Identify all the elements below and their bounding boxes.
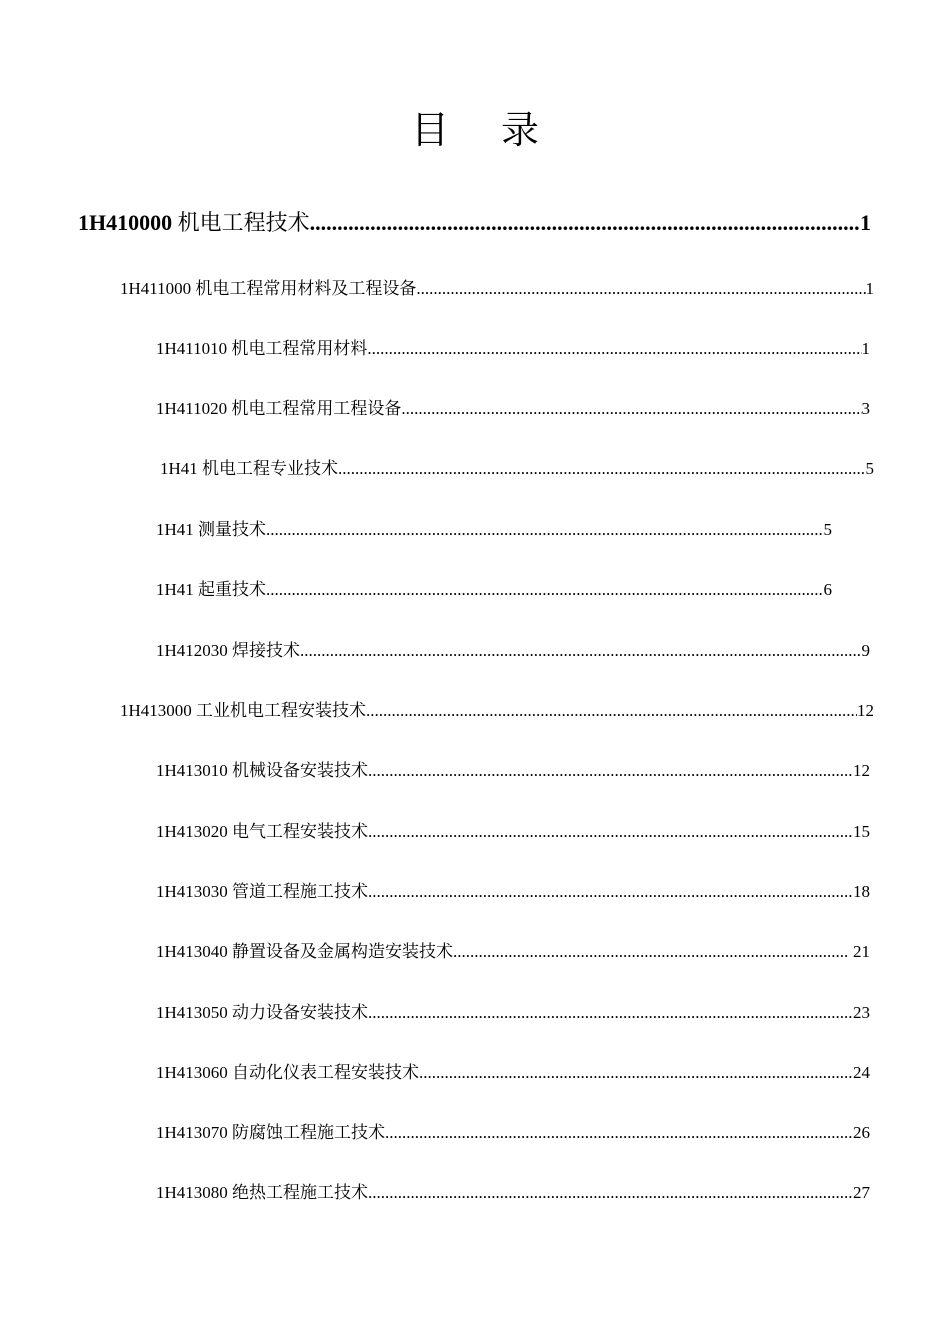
toc-entry-code: 1H41	[156, 520, 194, 539]
toc-entry-label	[120, 279, 416, 299]
toc-entry-page: 1	[861, 339, 870, 358]
toc-entry-1h41-survey[interactable]	[156, 520, 832, 540]
toc-entry-title: 工业机电工程安装技术	[196, 701, 367, 720]
toc-entry-1h41-professional[interactable]	[160, 459, 874, 479]
toc-entry-title: 机电工程常用材料及工程设备	[195, 279, 417, 298]
toc-entry-page: 18	[853, 882, 870, 901]
dot-leader	[310, 210, 860, 236]
toc-entry-label	[156, 1123, 385, 1143]
toc-entry-title: 动力设备安装技术	[232, 1003, 369, 1022]
toc-entry-code: 1H411000	[120, 279, 192, 298]
dot-leader	[338, 459, 865, 479]
toc-entry-title: 机电工程常用材料	[231, 339, 368, 358]
dot-leader	[366, 701, 857, 721]
dot-leader	[266, 520, 823, 540]
toc-entry-page: 24	[853, 1063, 870, 1082]
toc-entry-page: 9	[861, 641, 870, 660]
toc-entry-code: 1H410000	[78, 210, 173, 235]
toc-entry-page: 3	[861, 399, 870, 418]
toc-entry-code: 1H413010	[156, 761, 228, 780]
toc-entry-page: 1	[860, 210, 871, 235]
toc-entry-code: 1H413040	[156, 942, 228, 961]
dot-leader	[368, 822, 853, 842]
toc-entry-code: 1H413000	[120, 701, 192, 720]
dot-leader	[401, 399, 861, 419]
dot-leader	[300, 641, 861, 661]
dot-leader	[368, 882, 853, 902]
toc-entry-code: 1H413060	[156, 1063, 228, 1082]
toc-entry-page: 21	[848, 942, 870, 961]
toc-entry-code: 1H413080	[156, 1183, 228, 1202]
toc-entry-label	[156, 761, 368, 781]
dot-leader	[266, 580, 823, 600]
dot-leader	[416, 279, 865, 299]
toc-entry-1h413080[interactable]	[156, 1183, 870, 1203]
toc-entry-label	[156, 580, 266, 600]
toc-entry-page: 5	[823, 520, 832, 539]
toc-entry-title: 绝热工程施工技术	[232, 1183, 369, 1202]
toc-entry-page: 26	[853, 1123, 870, 1142]
toc-entry-title: 机电工程常用工程设备	[231, 399, 402, 418]
toc-entry-code: 1H413020	[156, 822, 228, 841]
toc-entry-label	[156, 822, 368, 842]
toc-entry-label	[156, 1063, 419, 1083]
toc-entry-1h413070[interactable]	[156, 1123, 870, 1143]
toc-entry-1h413020[interactable]	[156, 822, 870, 842]
dot-leader	[367, 339, 861, 359]
toc-entry-1h411010[interactable]	[156, 339, 870, 359]
dot-leader	[385, 1123, 853, 1143]
toc-entry-title: 测量技术	[198, 520, 267, 539]
toc-entry-label	[156, 339, 367, 359]
dot-leader	[368, 1003, 853, 1023]
toc-entry-page: 27	[853, 1183, 870, 1202]
toc-entry-1h413040[interactable]	[156, 942, 870, 962]
toc-entry-page: 1	[865, 279, 874, 298]
toc-entry-title: 机械设备安装技术	[232, 761, 369, 780]
toc-entry-label	[156, 1003, 368, 1023]
toc-entry-label	[160, 459, 338, 479]
toc-entry-label	[156, 942, 453, 962]
toc-entry-label	[156, 1183, 368, 1203]
toc-entry-code: 1H412030	[156, 641, 228, 660]
toc-entry-title: 防腐蚀工程施工技术	[232, 1123, 386, 1142]
toc-entry-title: 焊接技术	[232, 641, 301, 660]
toc-entry-title: 静置设备及金属构造安装技术	[232, 942, 454, 961]
toc-entry-label	[156, 520, 266, 540]
toc-entry-label	[156, 882, 368, 902]
toc-entry-1h411020[interactable]	[156, 399, 870, 419]
toc-entry-page: 15	[853, 822, 870, 841]
toc-entry-code: 1H41	[160, 459, 198, 478]
dot-leader	[419, 1063, 853, 1083]
toc-entry-page: 5	[865, 459, 874, 478]
toc-entry-page: 12	[853, 761, 870, 780]
toc-entry-title: 管道工程施工技术	[232, 882, 369, 901]
toc-entry-1h41-lifting[interactable]	[156, 580, 832, 600]
toc-entry-page: 12	[857, 701, 874, 720]
toc-entry-label	[156, 399, 401, 419]
toc-entry-code: 1H413030	[156, 882, 228, 901]
dot-leader	[453, 942, 849, 962]
toc-entry-title: 机电工程专业技术	[202, 459, 339, 478]
toc-entry-code: 1H411020	[156, 399, 228, 418]
toc-entry-title: 自动化仪表工程安装技术	[232, 1063, 420, 1082]
toc-entry-1h413030[interactable]	[156, 882, 870, 902]
toc-entry-label	[120, 701, 366, 721]
toc-entry-1h413060[interactable]	[156, 1063, 870, 1083]
toc-entry-page: 6	[823, 580, 832, 599]
toc-entry-label	[78, 210, 310, 236]
dot-leader	[368, 1183, 853, 1203]
toc-entry-code: 1H413050	[156, 1003, 228, 1022]
toc-entry-code: 1H41	[156, 580, 194, 599]
toc-entry-1h411000[interactable]	[120, 279, 874, 299]
dot-leader	[368, 761, 853, 781]
toc-entry-title: 机电工程技术	[177, 210, 310, 235]
toc-entry-label	[156, 641, 300, 661]
toc-entry-1h413050[interactable]	[156, 1003, 870, 1023]
toc-entry-page: 23	[853, 1003, 870, 1022]
toc-entry-1h413000[interactable]	[120, 701, 874, 721]
page-title: 目 录	[410, 108, 560, 152]
toc-entry-1h413010[interactable]	[156, 761, 870, 781]
toc-entry-1h412030[interactable]	[156, 641, 870, 661]
toc-entry-title: 起重技术	[198, 580, 267, 599]
toc-entry-code: 1H413070	[156, 1123, 228, 1142]
toc-entry-title: 电气工程安装技术	[232, 822, 369, 841]
toc-entry-code: 1H411010	[156, 339, 228, 358]
toc-entry-1h410000[interactable]	[78, 210, 871, 236]
